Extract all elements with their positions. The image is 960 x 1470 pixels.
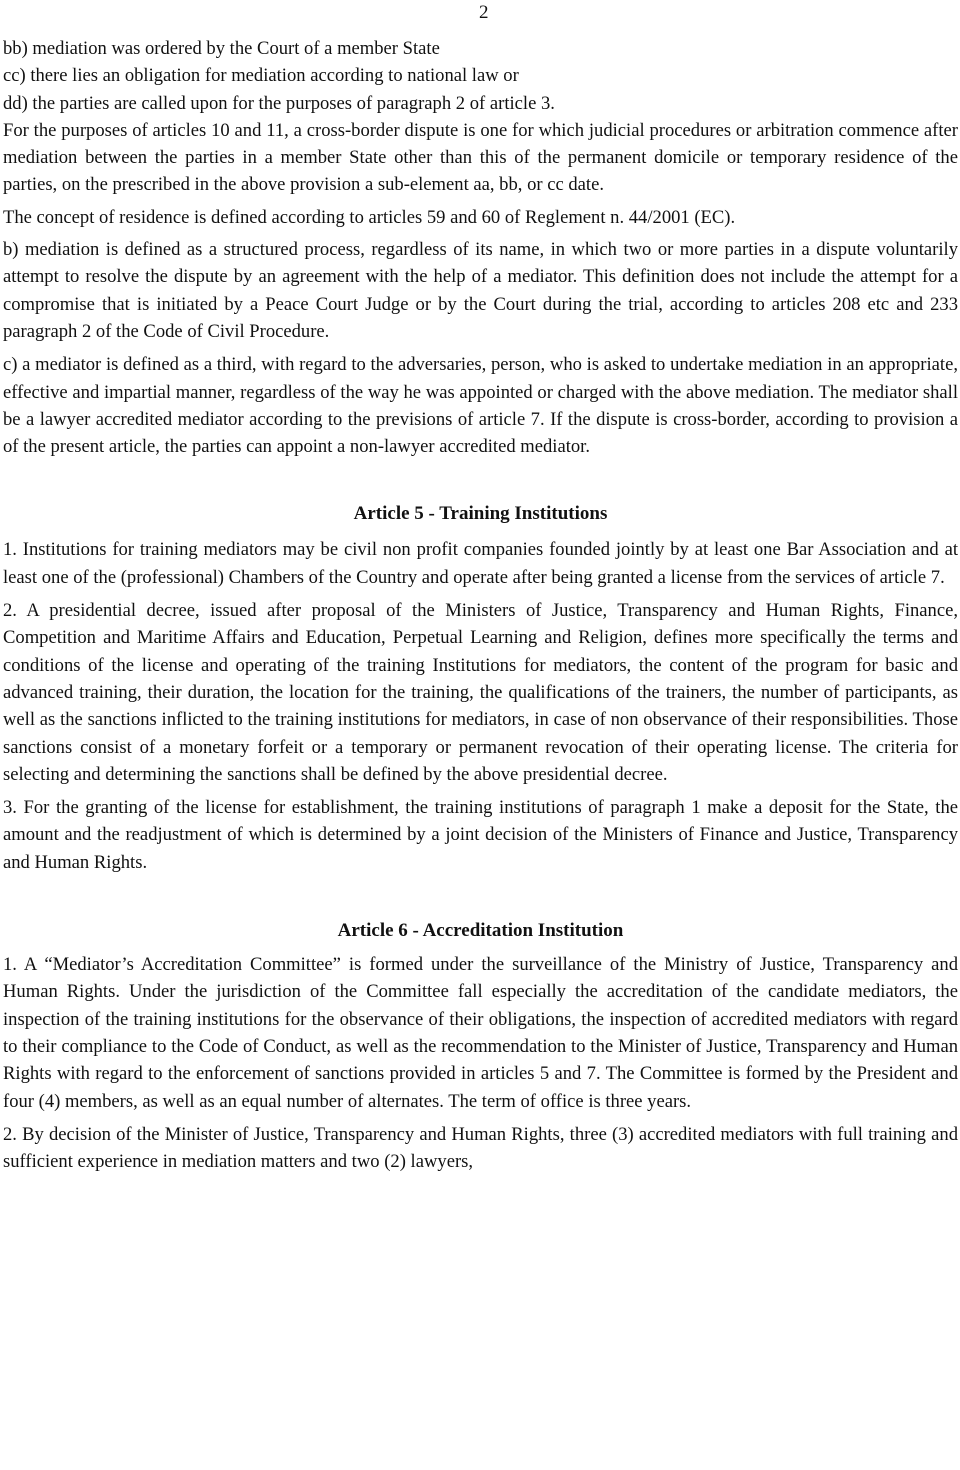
list-item-cc: cc) there lies an obligation for mediation according to national law or — [3, 65, 519, 87]
mediation-definition-paragraph: b) mediation is defined as a structured process, regardless of its name, in which two or more parties in a dispute voluntarily attempt to resolve the dispute by an agreement with the help of a mediator. This definition does not include the attempt for a compromise that is initiated by a Peace Court Judge or by the Court during the trial, according to articles 208 etc and 233 paragraph 2 of the Code of Civil Procedure. — [3, 239, 958, 342]
article-6-paragraph-1: 1. A “Mediator’s Accreditation Committee” is formed under the surveillance of the Ministry of Justice, Transparency and Human Rights. Under the jurisdiction of the Committee fall especially the accreditation of the candidate mediators, the inspection of the training institutions for the observance of their obligations, the inspection of accredited mediators with regard to their compliance to the Code of Conduct, as well as the recommendation to the Minister of Justice, Transparency and Human Rights with regard to the enforcement of sanctions provided in articles 5 and 7. The Committee is formed by the President and four (4) members, as well as an equal number of alternates. The term of office is three years. — [3, 954, 958, 1112]
article-6-heading: Article 6 - Accreditation Institution — [337, 920, 624, 942]
list-item-bb: bb) mediation was ordered by the Court of a member State — [3, 38, 440, 59]
article-5-paragraph-2: 2. A presidential decree, issued after proposal of the Ministers of Justice, Transparency and Human Rights, Finance, Competition and Maritime Affairs and Education, Perpetual Learning and Religion, defines more specifically the terms and conditions of the license and operating of the training Institutions for mediators, the content of the program for basic and advanced training, their duration, the location for the training, the qualifications of the trainers, the number of participants, as well as the sanctions inflicted to the training institutions for mediators, in case of non observance of their responsibilities. Those sanctions consist of a monetary forfeit or a temporary or permanent revocation of their operating license. The criteria for selecting and determining the sanctions shall be defined by the above presidential decree. — [3, 600, 958, 785]
article-5-heading: Article 5 - Training Institutions — [353, 503, 608, 525]
article-6-paragraph-2: 2. By decision of the Minister of Justice, Transparency and Human Rights, three (3) accredited mediators with full training and sufficient experience in mediation matters and two (2) lawyers, — [3, 1123, 958, 1173]
article-5-paragraph-3: 3. For the granting of the license for establishment, the training institutions of paragraph 1 make a deposit for the State, the amount and the readjustment of which is determined by a joint decision of the Ministers of Finance and Justice, Transparency and Human Rights. — [3, 797, 958, 873]
document-body — [3, 35, 958, 1175]
cross-border-paragraph: For the purposes of articles 10 and 11, a cross-border dispute is one for which judicial procedures or arbitration commence after mediation between the parties in a member State other than this of the permanent domicile or temporary residence of the parties, on the prescribed in the above provision a sub-element aa, bb, or cc date. — [3, 119, 958, 196]
list-item-dd: dd) the parties are called upon for the purposes of paragraph 2 of article 3. — [3, 92, 555, 114]
page-number: 2 — [479, 2, 489, 23]
mediator-definition-paragraph: c) a mediator is defined as a third, with regard to the adversaries, person, who is asked to undertake mediation in an appropriate, effective and impartial manner, regardless of the way he was appointed or charged with the above mediation. The mediator shall be a lawyer accredited mediator according to the previsions of article 7. If the dispute is cross-border, according to provision a of the present article, the parties can appoint a non-lawyer accredited mediator. — [3, 354, 958, 458]
residence-paragraph: The concept of residence is defined according to articles 59 and 60 of Reglement n. 44/2001 (EC). — [3, 206, 736, 228]
article-5-paragraph-1: 1. Institutions for training mediators may be civil non profit companies founded jointly by at least one Bar Association and at least one of the (professional) Chambers of the Country and operate after being granted a license from the services of article 7. — [3, 539, 958, 588]
